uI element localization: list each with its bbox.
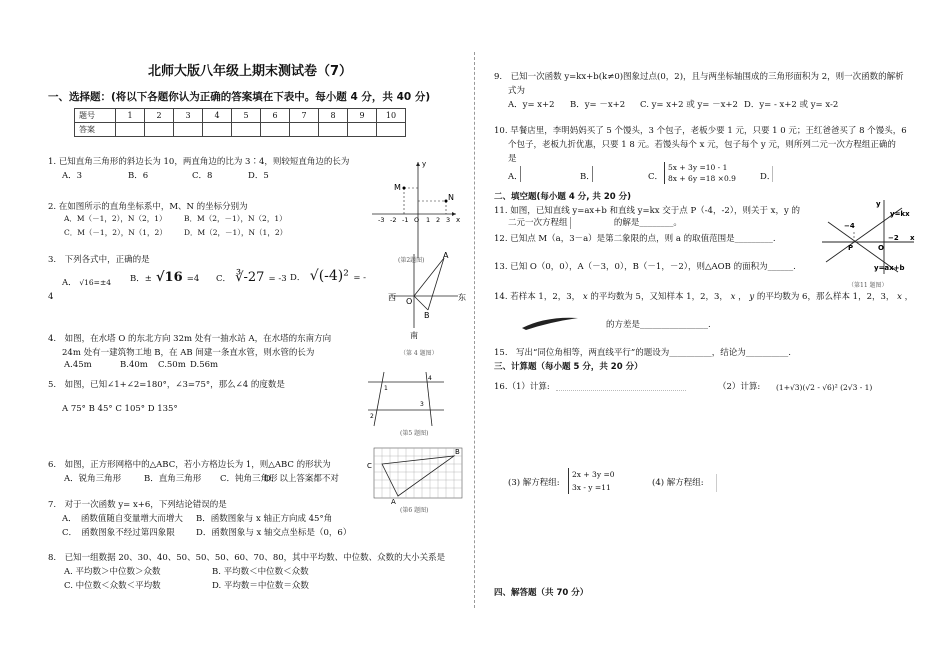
q3-opt-d-eq: = - [353,273,367,283]
q10-line1: 10. 早餐店里，李明妈妈买了 5 个馒头，3 个包子，老板少要 1 元，只要 1 0 元；王红爸爸买了 8 个馒头，6 [494,126,907,136]
fig4-oa-line [414,258,444,296]
fig5-angle4: 4 [428,375,432,382]
table-cell-number: 6 [261,109,290,123]
q9-opt-b: B．y= －x+2 [570,100,626,110]
fig2-tick: 1 [426,216,431,224]
q14-x2: x [730,292,736,302]
q10-line3: 是 [508,154,517,164]
q14-line2: 的方差是________________. [606,320,711,330]
fig2-tick: -3 [378,216,385,224]
q14-x1: x [582,292,588,302]
q9-line2: 式为 [508,86,526,96]
q3-opt-d-label: D． [290,273,306,283]
fig4-south: 南 [410,331,418,340]
q11-line2-text: 二元一次方程组 [508,218,568,228]
q9-opt-d: D．y= - x+2 或 y= x-2 [744,100,839,110]
answer-table-row-numbers [75,109,406,123]
fig11-label-m4: −4 [844,222,855,230]
q3-opt-c [216,270,287,285]
fig11-y-label: y [876,200,881,208]
q1-opt-b: B．6 [128,171,149,181]
q2-opt-d: D．M（2，－1），N（1，2） [184,228,288,237]
table-cell-number: 2 [145,109,174,123]
fig4-a: A [443,251,449,260]
q16-part1-expression [556,380,686,391]
q16-part2: （2）计算: [718,382,761,392]
q10-sys-d [772,166,795,182]
q8-stem: 8. 已知一组数据 20、30、40、50、50、50、60、70、80，其中平均数、中位数、众数的大小关系是 [48,553,446,563]
q2-stem: 2. 在如图所示的直角坐标系中，M、N 的坐标分别为 [48,202,248,212]
q3-cont: 4 [48,292,54,302]
fig5-angle1: 1 [384,385,388,392]
fig6-triangle [382,456,454,496]
fig4-ob-line [414,296,428,310]
fig2-tick: O [414,216,420,224]
fig6-caption: (第6 题图) [400,507,429,514]
fig11-graph [818,198,922,278]
q3-opt-b-math: √16 [156,270,183,285]
section2-heading: 二、填空题(每小题 4 分, 共 20 分) [494,192,632,202]
q16-part4: (4) 解方程组: [652,478,704,488]
q3-opt-b-label: B．± [130,274,152,284]
q14-comma2: ， [904,292,914,302]
fig2-y-arrow [416,162,420,166]
q15-text: 15. 写出“同位角相等，两直线平行”的题设为__________，结论为__________. [494,348,791,358]
q2-opt-b: B．M（2，－1），N（2，1） [184,214,287,223]
q7-opt-a: A． 函数值随自变量增大而增大 [62,514,183,524]
answer-cell[interactable] [145,123,174,137]
q8-opt-d: D. 平均数＝中位数＝众数 [212,581,309,591]
fig11-label-m2: −2 [888,234,899,242]
fig2-tick: 2 [436,216,441,224]
fig6-grid-border [374,448,462,498]
q6-opt-b: B．直角三角形 [144,474,202,484]
table-cell-number: 4 [203,109,232,123]
answer-cell[interactable] [261,123,290,137]
fig11-point-p: P [848,244,854,252]
fig4-west: 西 [388,293,396,302]
answer-cell[interactable] [348,123,377,137]
q10-sys-a [520,166,571,182]
answer-cell[interactable] [319,123,348,137]
q7-stem: 7. 对于一次函数 y= x+6，下列结论错误的是 [48,500,227,510]
table-cell-number: 1 [116,109,145,123]
q10-opt-a: A． [508,172,523,182]
fig6-grid-lines [374,448,462,498]
fig11-origin: O [878,244,884,252]
q14-swoosh-mark [520,314,580,332]
fig11-caption: （第11 题图） [848,282,888,289]
column-divider [474,52,475,608]
q7-opt-d: D．函数图象与 x 轴交点坐标是（0，6） [196,528,352,538]
table-cell-number: 10 [377,109,406,123]
q16-part3-eq1: 2x + 3y =0 [572,470,615,479]
q1-opt-a: A．3 [62,171,83,181]
fig2-caption: (第2题图) [398,257,425,264]
fig11-label-kx: y=kx [890,210,910,218]
fig5-transversal-left [374,372,384,426]
answer-table [74,108,406,137]
fig4-east: 东 [458,293,466,302]
q3-opt-c-eq: = -3 [268,274,287,284]
q11-line2-tail: 的解是________。 [613,218,682,228]
q14-y1: y [749,292,755,302]
fig6-grid-triangle [366,446,466,504]
q14-part1: 14. 若样本 1，2，3， [494,292,581,302]
q1-opt-d: D．5 [248,171,269,181]
fig2-m-label: M [394,183,401,192]
table-cell-number: 7 [290,109,319,123]
q3-opt-d [290,268,366,284]
answer-cell[interactable] [203,123,232,137]
fig11-label-axb: y=ax+b [874,264,905,272]
fig4-caption: （第 4 题图） [400,350,438,357]
q16-part3: (3) 解方程组: [508,478,560,488]
fig4-o: O [406,297,413,306]
section3-heading: 三、计算题（每小题 5 分，共 20 分） [494,362,643,372]
q14-x3: x [897,292,902,302]
q3-opt-b [130,270,199,285]
fig5-caption: (第5 题图) [400,430,429,437]
q10-sys-b [592,166,641,182]
answer-table-row-answers [75,123,406,137]
fig5-lines-diagram [364,370,448,428]
fig5-angle3: 3 [420,401,424,408]
q5-opts: A 75° B 45° C 105° D 135° [62,404,178,414]
section4-heading: 四、解答题（共 70 分） [494,588,589,598]
q4-line1: 4. 如图，在水塔 O 的东北方向 32m 处有一抽水站 A，在水塔的东南方向 [48,334,332,344]
q14-part2: 的平均数为 5，又知样本 1，2，3， [590,292,728,302]
q2-opt-c: C．M（－1，2），N（1，2） [64,228,167,237]
q11-line2 [508,216,682,229]
fig2-tick: -1 [402,216,409,224]
answer-cell[interactable] [377,123,406,137]
q4-opt-c: C.50m [158,360,186,370]
fig2-tick: 3 [446,216,451,224]
q11-line1: 11. 如图，已知直线 y=ax+b 和直线 y=kx 交于点 P（-4，-2），则关于 x，y 的 [494,206,800,216]
q16-part1: 16.（1）计算: [494,382,550,392]
q10-sys-c-eq2: 8x + 6y =18 ×0.9 [668,174,736,183]
page-title: 北师大版八年级上期末测试卷（7） [148,64,353,79]
q3-opt-b-eq: =4 [186,274,200,284]
q4-opt-b: B.40m [120,360,148,370]
q14-part3: 的平均数为 6，那么样本 1，2，3， [756,292,895,302]
fig6-b: B [455,448,460,456]
q7-opt-b: B．函数图象与 x 轴正方向成 45°角 [196,514,333,524]
q16-part3-eq2: 3x - y =11 [572,483,611,492]
q3-opt-c-math: ∛-27 [235,270,265,285]
answer-cell[interactable] [174,123,203,137]
table-cell-number: 5 [232,109,261,123]
q3-opt-d-math: √(-4)² [309,268,349,284]
q4-opt-d: D.56m [190,360,219,370]
q5-stem: 5. 如图，已知∠1+∠2=180°，∠3=75°，那么∠4 的度数是 [48,380,285,390]
q9-line1: 9. 已知一次函数 y=kx+b(k≠0)图象过点(0，2)，且与两坐标轴围成的三角形面积为 2，则一次函数的解析 [494,72,904,82]
q9-opt-a: A．y= x+2 [508,100,555,110]
q14-line1 [494,290,913,302]
fig5-angle2: 2 [370,413,374,420]
fig4-b: B [424,311,430,320]
q9-opt-c: C. y= x+2 或 y= －x+2 [640,100,738,110]
q6-opt-d: D．以上答案都不对 [264,474,339,484]
fig11-x-label: x [910,234,915,242]
q3-opt-a [62,276,111,288]
q1-opt-c: C．8 [192,171,213,181]
table-label-answer: 答案 [75,123,116,137]
q3-opt-a-label: A． [62,278,77,288]
q10-sys-c-eq1: 5x + 3y =10 - 1 [668,163,728,172]
q6-opt-c: C．钝角三角形 [220,474,278,484]
q6-stem: 6. 如图，正方形网格中的△ABC，若小方格边长为 1，则△ABC 的形状为 [48,460,331,470]
q14-swoosh-path [522,318,578,330]
q16-part3-system [568,468,615,494]
q10-opt-c: C． [648,172,664,182]
q16-part4-system [716,474,753,492]
section1-heading: 一、选择题：(将以下各题你认为正确的答案填在下表中。每小题 4 分，共 40 分) [48,91,431,103]
q10-opt-b: B． [580,172,595,182]
q8-opt-c: C. 中位数＜众数＜平均数 [64,581,161,591]
answer-cell[interactable] [116,123,145,137]
q1-stem: 1. 已知直角三角形的斜边长为 10，两直角边的比为 3∶4，则较短直角边的长为 [48,157,350,167]
q4-line2: 24m 处有一建筑物工地 B，在 AB 间建一条直水管，则水管的长为 [62,348,315,358]
q10-opt-d: D． [760,172,776,182]
answer-cell[interactable] [290,123,319,137]
fig4-compass-diagram [384,246,476,342]
q7-opt-c: C． 函数图象不经过第四象限 [62,528,175,538]
fig2-tick: -2 [390,216,397,224]
q6-opt-a: A．锐角三角形 [64,474,122,484]
q3-opt-a-math: √16=±4 [79,278,112,287]
table-cell-number: 3 [174,109,203,123]
q16-part2-expression: (1+√3)(√2 - √6)² (2√3 - 1) [776,383,873,392]
fig2-y-label: y [422,160,427,168]
fig6-a: A [391,498,396,504]
q10-sys-c [664,162,736,184]
fig6-c: C [367,462,372,470]
fig2-point-m [403,187,406,190]
fig4-ab-line [428,258,444,310]
table-cell-number: 9 [348,109,377,123]
table-cell-number: 8 [319,109,348,123]
q10-line2: 个包子，老板九折优惠，只要 1 8 元。若馒头每个 x 元，包子每个 y 元，则所列二元一次方程组正确的 [508,140,896,150]
q4-opt-a: A.45m [64,360,92,370]
table-label-number: 题号 [75,109,116,123]
q3-stem: 3. 下列各式中，正确的是 [48,255,150,265]
fig2-x-label: x [456,216,461,224]
q8-opt-a: A. 平均数＞中位数＞众数 [64,567,161,577]
q2-opt-a: A．M（－1，2），N（2，1） [64,214,167,223]
q13-text: 13. 已知 O（0，0），A（－3，0），B（－1，－2），则△AOB 的面积为______. [494,262,796,272]
fig2-n-label: N [448,193,454,202]
q8-opt-b: B. 平均数＜中位数＜众数 [212,567,309,577]
q11-system-placeholder [570,217,611,229]
q12-text: 12. 已知点 M（a，3－a）是第二象限的点，则 a 的取值范围是_________. [494,234,776,244]
q3-opt-c-label: C． [216,274,232,284]
q14-comma1: ， [738,292,747,302]
answer-cell[interactable] [232,123,261,137]
